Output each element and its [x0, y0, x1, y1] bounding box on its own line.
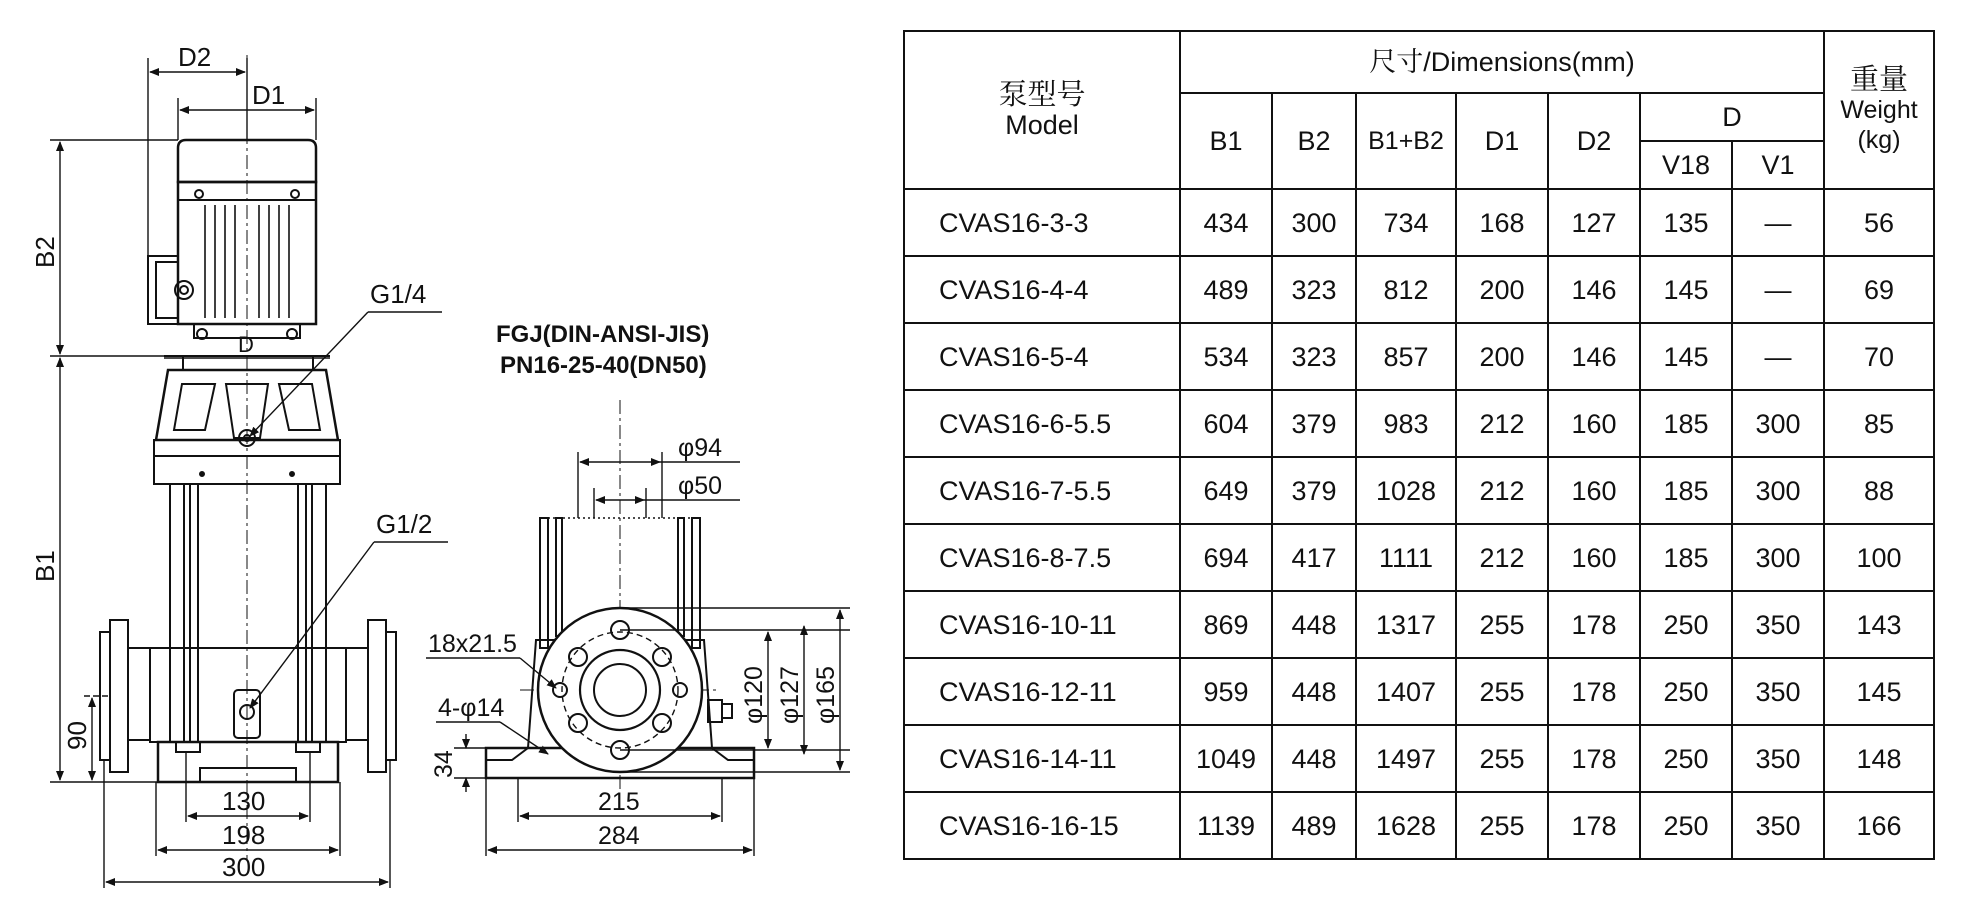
table-row	[904, 323, 1934, 390]
dim-284-label: 284	[598, 822, 640, 850]
cell-d1: 212	[1456, 390, 1548, 457]
dim-phi165-label: φ165	[812, 666, 840, 724]
dim-300-label: 300	[222, 852, 266, 882]
cell-b1b2: 734	[1356, 189, 1456, 256]
cell-b2: 448	[1272, 658, 1356, 725]
side-view-labels	[30, 42, 432, 882]
cell-b1b2: 1497	[1356, 725, 1456, 792]
cell-v18: 250	[1640, 725, 1732, 792]
cell-d1: 200	[1456, 323, 1548, 390]
header-weight-zh: 重量	[1849, 64, 1908, 96]
cell-b1b2: 1407	[1356, 658, 1456, 725]
cell-d1: 212	[1456, 457, 1548, 524]
header-b1: B1	[1180, 93, 1272, 189]
header-d1: D1	[1456, 93, 1548, 189]
cell-d1: 255	[1456, 792, 1548, 859]
header-model	[904, 31, 1180, 189]
cell-d1: 255	[1456, 658, 1548, 725]
cell-weight: 56	[1824, 189, 1934, 256]
pump-dimension-drawing	[0, 0, 900, 900]
cell-d1: 200	[1456, 256, 1548, 323]
cell-d2: 160	[1548, 524, 1640, 591]
cell-d2: 178	[1548, 591, 1640, 658]
header-d: D	[1640, 93, 1824, 141]
flange-view-title	[496, 321, 709, 379]
cell-weight: 143	[1824, 591, 1934, 658]
cell-d1: 255	[1456, 725, 1548, 792]
cell-b2: 300	[1272, 189, 1356, 256]
motor-mark-label: D	[238, 332, 254, 357]
cell-v18: 250	[1640, 792, 1732, 859]
table-row	[904, 457, 1934, 524]
cell-model: CVAS16-4-4	[904, 256, 1180, 323]
cell-v18: 185	[1640, 457, 1732, 524]
cell-b1: 649	[1180, 457, 1272, 524]
table-row	[904, 658, 1934, 725]
cell-b2: 379	[1272, 457, 1356, 524]
cell-v1: 350	[1732, 591, 1824, 658]
cell-d2: 178	[1548, 725, 1640, 792]
dim-phi120-label: φ120	[740, 666, 768, 724]
cell-v1: 300	[1732, 524, 1824, 591]
cell-weight: 145	[1824, 658, 1934, 725]
dim-b1-label: B1	[30, 550, 60, 582]
cell-b1: 1049	[1180, 725, 1272, 792]
dim-130-label: 130	[222, 786, 266, 816]
cell-b1b2: 1111	[1356, 524, 1456, 591]
port-lower-label: G1/2	[376, 509, 433, 539]
cell-weight: 88	[1824, 457, 1934, 524]
cell-b1b2: 1028	[1356, 457, 1456, 524]
cell-b2: 417	[1272, 524, 1356, 591]
header-v1: V1	[1732, 141, 1824, 189]
cell-model: CVAS16-3-3	[904, 189, 1180, 256]
cell-v18: 185	[1640, 390, 1732, 457]
cell-b1: 534	[1180, 323, 1272, 390]
cell-d2: 146	[1548, 323, 1640, 390]
table-row	[904, 256, 1934, 323]
cell-model: CVAS16-7-5.5	[904, 457, 1180, 524]
cell-weight: 148	[1824, 725, 1934, 792]
cell-weight: 69	[1824, 256, 1934, 323]
table-row	[904, 189, 1934, 256]
table-row	[904, 725, 1934, 792]
cell-weight: 100	[1824, 524, 1934, 591]
cell-b1: 1139	[1180, 792, 1272, 859]
flange-title-line2: PN16-25-40(DN50)	[500, 352, 707, 379]
cell-b1: 959	[1180, 658, 1272, 725]
flange-title-line1: FGJ(DIN-ANSI-JIS)	[496, 321, 710, 348]
dim-phi50-label: φ50	[678, 472, 723, 500]
cell-v1: —	[1732, 256, 1824, 323]
cell-v18: 185	[1640, 524, 1732, 591]
dim-198-label: 198	[222, 820, 266, 850]
cell-v18: 145	[1640, 256, 1732, 323]
cell-v1: 350	[1732, 792, 1824, 859]
cell-b2: 323	[1272, 323, 1356, 390]
header-model-zh: 泵型号	[998, 79, 1086, 111]
cell-v1: —	[1732, 323, 1824, 390]
cell-model: CVAS16-10-11	[904, 591, 1180, 658]
header-weight	[1824, 31, 1934, 189]
cell-model: CVAS16-5-4	[904, 323, 1180, 390]
cell-d1: 212	[1456, 524, 1548, 591]
header-b1b2: B1+B2	[1356, 93, 1456, 189]
header-d2: D2	[1548, 93, 1640, 189]
dimension-table	[903, 30, 1935, 860]
dim-holes-label: 4-φ14	[438, 694, 505, 722]
cell-d2: 160	[1548, 390, 1640, 457]
table-row	[904, 591, 1934, 658]
cell-v1: 300	[1732, 457, 1824, 524]
cell-b1b2: 983	[1356, 390, 1456, 457]
dim-slot-label: 18x21.5	[428, 630, 517, 658]
cell-d2: 146	[1548, 256, 1640, 323]
cell-b2: 448	[1272, 725, 1356, 792]
cell-v1: 300	[1732, 390, 1824, 457]
header-weight-unit: (kg)	[1857, 126, 1901, 154]
dim-215-label: 215	[598, 788, 640, 816]
cell-b1: 694	[1180, 524, 1272, 591]
cell-weight: 166	[1824, 792, 1934, 859]
dim-b2-label: B2	[30, 236, 60, 268]
cell-b1: 489	[1180, 256, 1272, 323]
cell-d2: 178	[1548, 792, 1640, 859]
cell-b2: 379	[1272, 390, 1356, 457]
header-v18: V18	[1640, 141, 1732, 189]
cell-b1: 869	[1180, 591, 1272, 658]
cell-v18: 250	[1640, 591, 1732, 658]
table-body	[904, 189, 1934, 859]
cell-v18: 135	[1640, 189, 1732, 256]
cell-d2: 178	[1548, 658, 1640, 725]
cell-b2: 489	[1272, 792, 1356, 859]
table-row	[904, 524, 1934, 591]
cell-b2: 323	[1272, 256, 1356, 323]
dim-phi94-label: φ94	[678, 434, 723, 462]
table-row	[904, 390, 1934, 457]
header-model-en: Model	[1005, 110, 1079, 140]
cell-d2: 127	[1548, 189, 1640, 256]
cell-d2: 160	[1548, 457, 1640, 524]
cell-model: CVAS16-8-7.5	[904, 524, 1180, 591]
header-dimensions: 尺寸/Dimensions(mm)	[1180, 31, 1824, 93]
cell-b1: 434	[1180, 189, 1272, 256]
port-upper-label: G1/4	[370, 279, 427, 309]
dim-34-label: 34	[430, 750, 458, 778]
cell-model: CVAS16-16-15	[904, 792, 1180, 859]
dim-d2-label: D2	[178, 42, 212, 72]
header-b2: B2	[1272, 93, 1356, 189]
table-row	[904, 792, 1934, 859]
cell-b1b2: 1317	[1356, 591, 1456, 658]
cell-d1: 255	[1456, 591, 1548, 658]
cell-b1: 604	[1180, 390, 1272, 457]
cell-v1: —	[1732, 189, 1824, 256]
cell-d1: 168	[1456, 189, 1548, 256]
cell-v18: 145	[1640, 323, 1732, 390]
cell-b1b2: 812	[1356, 256, 1456, 323]
cell-weight: 85	[1824, 390, 1934, 457]
dim-phi127-label: φ127	[776, 666, 804, 724]
cell-b1b2: 1628	[1356, 792, 1456, 859]
cell-weight: 70	[1824, 323, 1934, 390]
cell-b2: 448	[1272, 591, 1356, 658]
cell-v18: 250	[1640, 658, 1732, 725]
header-weight-en: Weight	[1840, 96, 1918, 124]
cell-v1: 350	[1732, 725, 1824, 792]
cell-model: CVAS16-14-11	[904, 725, 1180, 792]
cell-model: CVAS16-12-11	[904, 658, 1180, 725]
cell-v1: 350	[1732, 658, 1824, 725]
dim-d1-label: D1	[252, 80, 286, 110]
cell-model: CVAS16-6-5.5	[904, 390, 1180, 457]
cell-b1b2: 857	[1356, 323, 1456, 390]
dim-90-label: 90	[62, 721, 92, 750]
side-view	[100, 55, 396, 860]
